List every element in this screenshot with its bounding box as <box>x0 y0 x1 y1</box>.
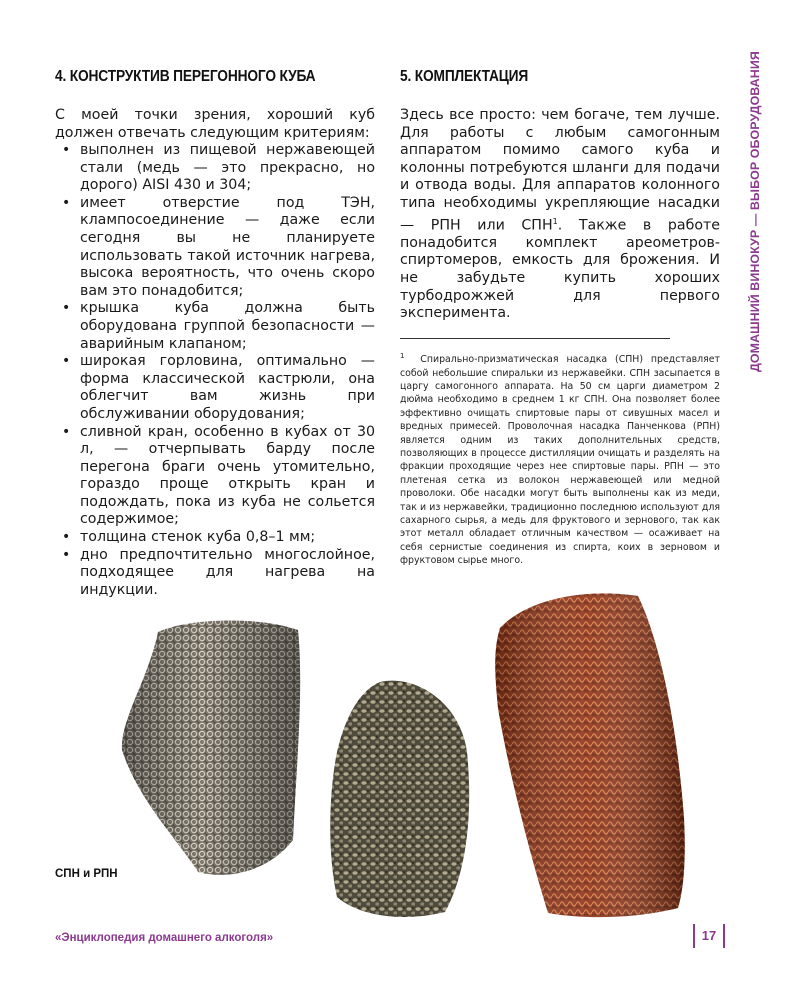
footnote <box>400 350 720 568</box>
footnote-text: Спирально-призматическая насадка (СПН) представляет собой небольшие спиральки из нержавейки. СПН засыпается в царгу самогонного аппарата. На 50 см царги диаметром 2 дюйма необходимо в среднем 1 кг СПН. Она позволяет более эффективно очищать спиртовые пары от сивушных масел и вредных примесей. Проволочная насадка Панченкова (РПН) является одним из таких дополнительных средств, позволяющих в процессе дистилляции очищать и разделять на фракции проходящие через нее спиртовые пары. РПН — это плетеная сетка из волокон нержавеющей или медной проволоки. Обе насадки могут быть выполнены как из меди, так и из нержавейки, традиционно последнюю используют для сахарного сырья, а медь для фруктового и зернового, так как этот металл обладает отличным качеством — осаживает на себя сернистые соединения из спирта, коих в зерновом и фруктовом сырье много. <box>400 354 720 567</box>
page-number: 17 <box>693 924 725 948</box>
spn-spirals-photo <box>325 672 473 920</box>
spn-mesh-photo <box>118 610 308 885</box>
sidebar-section-title: ДОМАШНИЙ ВИНОКУР — ВЫБОР ОБОРУДОВАНИЯ <box>748 51 762 372</box>
footer-book-title: «Энциклопедия домашнего алкоголя» <box>55 932 274 944</box>
footnote-marker: 1 <box>400 352 405 360</box>
section-5-text-part: Здесь все просто: чем богаче, тем лучше. Для работы с любым самогонным аппаратом помимо самого куба и колонны потребуются шланги для подачи и отвода воды. Для аппаратов колонного типа необходимы укрепляющие насадки — РПН или СПН <box>400 107 720 234</box>
rpn-mesh-photo <box>488 588 690 920</box>
section-5-text <box>400 107 720 323</box>
section-5-text-part: . Также в работе понадобится комплект ареометров-спиртомеров, емкость для брожения. И не забудьте купить хороших турбодрожжей для первого эксперимента. <box>400 217 720 322</box>
figure-caption: СПН и РПН <box>55 868 118 880</box>
footnote-divider <box>400 338 670 339</box>
criteria-item: • толщина стенок куба 0,8–1 мм; <box>55 529 375 547</box>
criteria-item: • сливной кран, особенно в кубах от 30 л, — отчерпывать барду после перегона браги очень утомительно, гораздо проще открыть кран и подождать, пока из куба не сольется содержимое; <box>55 424 375 530</box>
section-5-heading: 5. КОМПЛЕКТАЦИЯ <box>400 68 529 85</box>
criteria-item: • имеет отверстие под ТЭН, клампосоединение — даже если сегодня вы не планируете использовать такой источник нагрева, высока вероятность, что очень скоро вам это понадобится; <box>55 195 375 301</box>
criteria-item: • крышка куба должна быть оборудована группой безопасности — аварийным клапаном; <box>55 300 375 353</box>
section-4-intro: С моей точки зрения, хороший куб должен отвечать следующим критериям: <box>55 107 375 141</box>
criteria-list <box>55 142 375 599</box>
criteria-item: • широкая горловина, оптимально — форма классической кастрюли, она облегчит вам жизнь при обслуживании оборудования; <box>55 353 375 423</box>
criteria-item: • дно предпочтительно многослойное, подходящее для нагрева на индукции. <box>55 547 375 600</box>
footnote-reference[interactable]: 1 <box>552 216 558 226</box>
section-4-heading: 4. КОНСТРУКТИВ ПЕРЕГОННОГО КУБА <box>55 68 316 85</box>
criteria-item: • выполнен из пищевой нержавеющей стали (медь — это прекрасно, но дорого) AISI 430 и 304; <box>55 142 375 195</box>
